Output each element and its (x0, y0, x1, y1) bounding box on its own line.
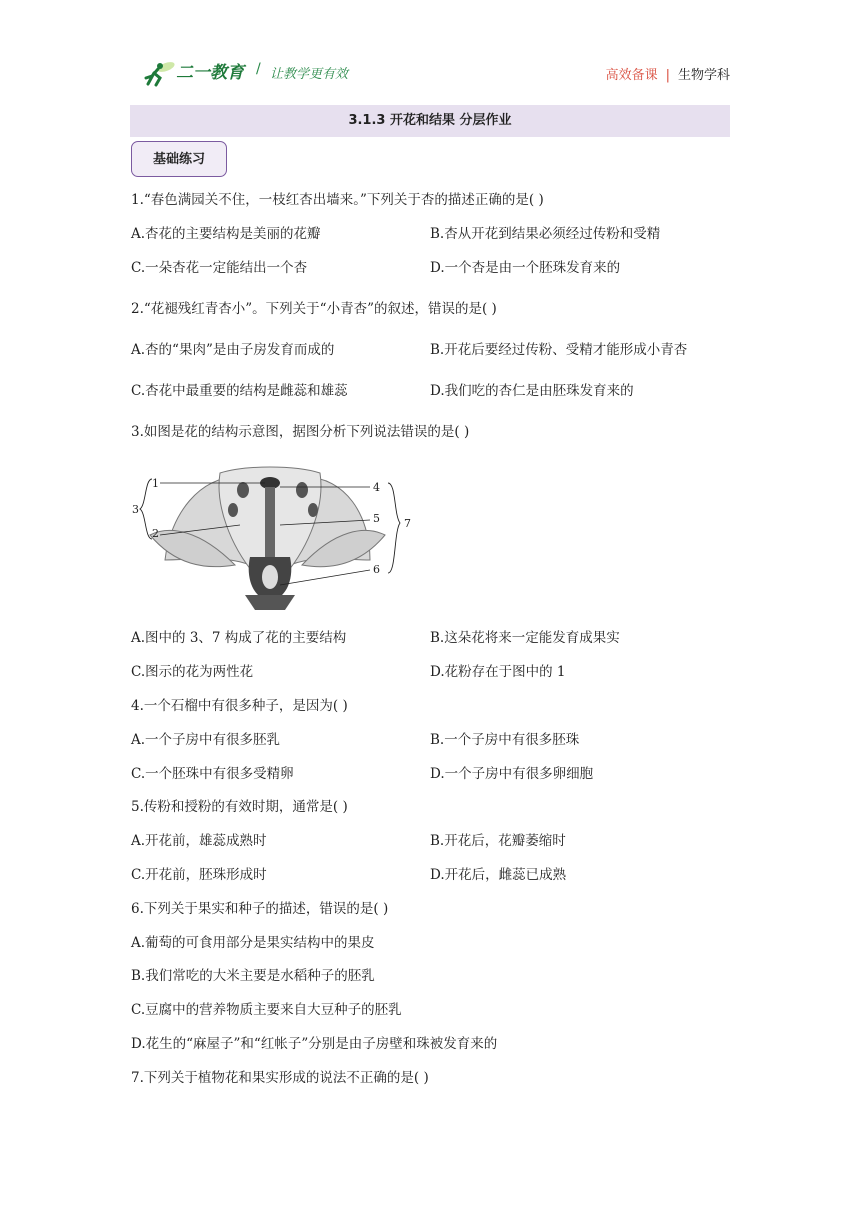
section-badge: 基础练习 (131, 141, 227, 177)
question-1-stem: 1.“春色满园关不住，一枝红杏出墙来。”下列关于杏的描述正确的是( ) (131, 192, 544, 208)
question-2-option-a: A.杏的“果肉”是由子房发育而成的 (131, 342, 335, 358)
question-3-option-a: A.图中的 3、7 构成了花的主要结构 (131, 630, 347, 646)
page-header (140, 54, 730, 92)
figure-label-3: 3 (132, 503, 139, 516)
question-5-option-c: C.开花前，胚珠形成时 (131, 867, 267, 883)
figure-label-1: 1 (152, 477, 159, 490)
question-7-stem: 7.下列关于植物花和果实形成的说法不正确的是( ) (131, 1070, 429, 1086)
question-5-stem: 5.传粉和授粉的有效时期，通常是( ) (131, 799, 348, 815)
header-red-label: 高效备课 (605, 68, 658, 83)
question-3-option-b: B.这朵花将来一定能发育成果实 (430, 630, 620, 646)
question-4-option-a: A.一个子房中有很多胚乳 (131, 732, 281, 748)
figure-label-4: 4 (373, 481, 380, 494)
question-1-option-c: C.一朵杏花一定能结出一个杏 (131, 260, 308, 276)
question-4-option-b: B.一个子房中有很多胚珠 (430, 732, 580, 748)
question-1-option-a: A.杏花的主要结构是美丽的花瓣 (131, 226, 321, 242)
question-6-option-d: D.花生的“麻屋子”和“红帐子”分别是由子房壁和珠被发育来的 (131, 1036, 498, 1052)
question-2-stem: 2.“花褪残红青杏小”。下列关于“小青杏”的叙述，错误的是( ) (131, 301, 497, 317)
flower-structure-figure (130, 465, 420, 615)
question-5-option-a: A.开花前，雄蕊成熟时 (131, 833, 267, 849)
question-2-option-c: C.杏花中最重要的结构是雌蕊和雄蕊 (131, 383, 348, 399)
question-2-option-d: D.我们吃的杏仁是由胚珠发育来的 (430, 383, 634, 399)
figure-label-2: 2 (152, 527, 159, 540)
question-6-stem: 6.下列关于果实和种子的描述，错误的是( ) (131, 901, 389, 917)
question-4-option-c: C.一个胚珠中有很多受精卵 (131, 766, 294, 782)
figure-label-6: 6 (373, 563, 380, 576)
page-title: 3.1.3 开花和结果 分层作业 (130, 105, 730, 137)
question-1-option-b: B.杏从开花到结果必须经过传粉和受精 (430, 226, 661, 242)
question-4-option-d: D.一个子房中有很多卵细胞 (430, 766, 594, 782)
header-separator: | (665, 68, 670, 83)
question-6-option-c: C.豆腐中的营养物质主要来自大豆种子的胚乳 (131, 1002, 402, 1018)
figure-label-7: 7 (404, 517, 411, 530)
header-slash: / (256, 61, 261, 77)
question-1-option-d: D.一个杏是由一个胚珠发育来的 (430, 260, 621, 276)
question-5-option-d: D.开花后，雌蕊已成熟 (430, 867, 567, 883)
header-slogan: 让教学更有效 (270, 67, 349, 82)
question-4-stem: 4.一个石榴中有很多种子，是因为( ) (131, 698, 348, 714)
question-2-option-b: B.开花后要经过传粉、受精才能形成小青杏 (430, 342, 688, 358)
question-5-option-b: B.开花后，花瓣萎缩时 (430, 833, 566, 849)
header-subject-label: 生物学科 (677, 68, 730, 83)
question-3-option-c: C.图示的花为两性花 (131, 664, 254, 680)
header-subject (606, 64, 730, 83)
question-3-option-d: D.花粉存在于图中的 1 (430, 664, 566, 680)
logo-text: 二一教育 (176, 63, 244, 83)
question-6-option-a: A.葡萄的可食用部分是果实结构中的果皮 (131, 935, 375, 951)
figure-label-5: 5 (373, 512, 380, 525)
question-6-option-b: B.我们常吃的大米主要是水稻种子的胚乳 (131, 968, 375, 984)
question-3-stem: 3.如图是花的结构示意图，据图分析下列说法错误的是( ) (131, 424, 470, 440)
